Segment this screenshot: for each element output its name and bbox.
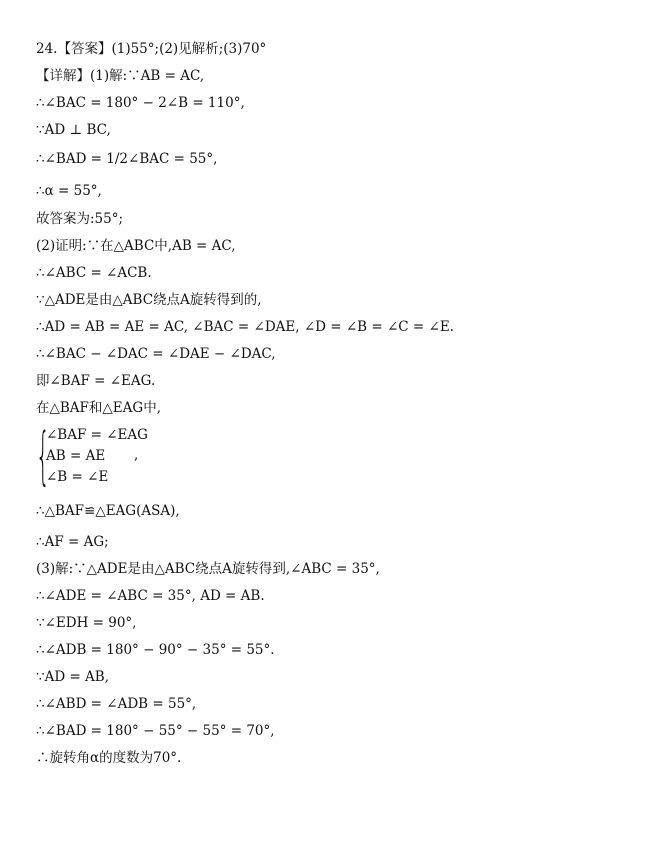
solution-line: ∴∠ABD = ∠ADB = 55°, <box>36 696 197 712</box>
system-row: ∠B = ∠E <box>46 469 109 485</box>
solution-line: ∴∠BAC = 180° − 2∠B = 110°, <box>36 95 245 111</box>
solution-line: ∴△BAF≌△EAG(ASA), <box>36 503 180 519</box>
solution-line: ∴旋转角α的度数为70°. <box>36 750 182 766</box>
system-row: ∠BAF = ∠EAG <box>46 427 148 443</box>
solution-line: 【详解】(1)解:∵AB = AC, <box>36 68 205 84</box>
solution-line: ∴∠BAD = 1/2∠BAC = 55°, <box>36 151 218 167</box>
solution-line: ∴∠BAD = 180° − 55° − 55° = 70°, <box>36 723 275 739</box>
solution-line: ∴∠ADE = ∠ABC = 35°, AD = AB. <box>36 588 265 604</box>
solution-line: 故答案为:55°; <box>36 211 124 227</box>
solution-line: ∵△ADE是由△ABC绕点A旋转得到的, <box>36 292 262 308</box>
answer-header: 24.【答案】(1)55°;(2)见解析;(3)70° <box>36 41 267 57</box>
solution-line: ∵AD ⊥ BC, <box>36 122 111 138</box>
solution-line: ∴∠ADB = 180° − 90° − 35° = 55°. <box>36 642 275 658</box>
solution-line: ∴AD = AB = AE = AC, ∠BAC = ∠DAE, ∠D = ∠B = ∠C = ∠E. <box>36 319 454 335</box>
left-brace-icon: { <box>36 419 50 492</box>
solution-line: ∴α = 55°, <box>36 183 102 199</box>
solution-line: (3)解:∵△ADE是由△ABC绕点A旋转得到,∠ABC = 35°, <box>36 561 380 577</box>
solution-line: ∵∠EDH = 90°, <box>36 615 137 631</box>
solution-line: 即∠BAF = ∠EAG. <box>36 373 156 389</box>
solution-line: ∴AF = AG; <box>36 534 109 550</box>
equation-system <box>36 419 236 492</box>
solution-line: (2)证明:∵在△ABC中,AB = AC, <box>36 238 236 254</box>
solution-line: ∴∠ABC = ∠ACB. <box>36 265 152 281</box>
system-comma: , <box>134 447 139 463</box>
system-row: AB = AE <box>46 448 106 464</box>
solution-line: ∵AD = AB, <box>36 669 110 685</box>
solution-line: ∴∠BAC − ∠DAC = ∠DAE − ∠DAC, <box>36 346 276 362</box>
solution-line: 在△BAF和△EAG中, <box>36 400 161 416</box>
